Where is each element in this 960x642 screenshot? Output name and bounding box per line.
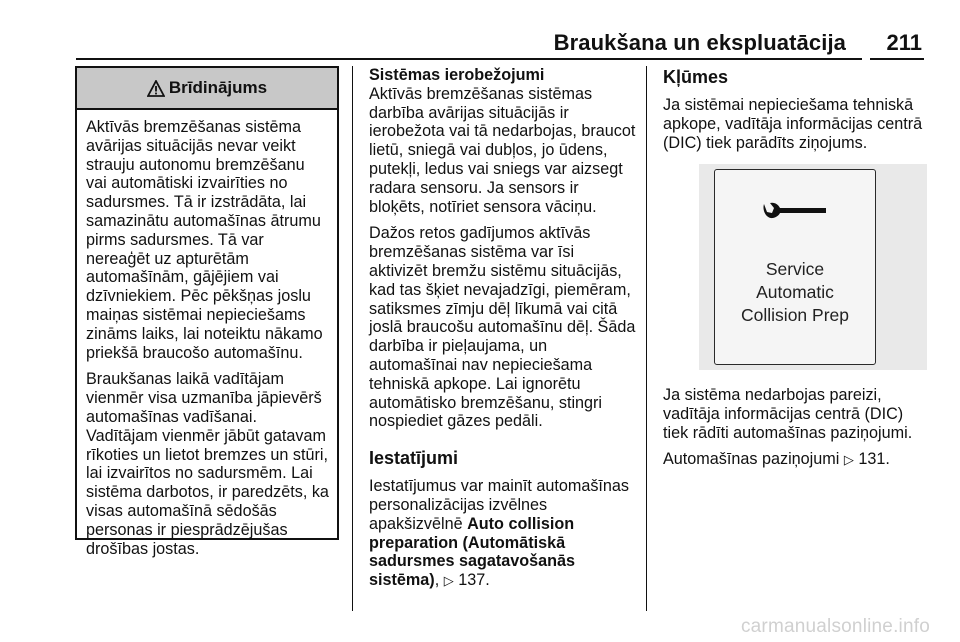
warning-paragraph: Braukšanas laikā vadītājam vienmēr visa uzmanība jāpievērš automašīnas vadīšanai. Vadītājam vienmēr jābūt gatavam rīkoties un lietot bremzes un stūri, lai izvairītos no sadursmēm. Lai sistēma darbotos, ir paredzēts, ka visas automašīnā sēdošās personas ir piesprādzējušas drošības jostas. (86, 370, 329, 558)
wrench-icon (760, 198, 830, 228)
errors-paragraph: Ja sistēma nedarbojas pareizi, vadītāja informācijas centrā (DIC) tiek rādīti automašīnas paziņojumi. (663, 386, 913, 442)
errors-paragraph: Ja sistēmai nepieciešama tehniskā apkope, vadītāja informācijas centrā (DIC) tiek parādīts ziņojums. (663, 96, 923, 152)
errors-heading: Kļūmes (663, 67, 729, 87)
warning-box (75, 66, 339, 558)
dic-screen (714, 169, 876, 365)
dic-display-illustration (699, 164, 927, 370)
page-number: 211 (886, 30, 922, 55)
warning-triangle-icon (147, 80, 165, 97)
warning-paragraph: Aktīvās bremzēšanas sistēma avārijas situācijās nevar veikt strauju autonomu bremzēšanu vai automātiski izvairīties no sadursmes. Tā ir izstrādāta, lai samazinātu automašīnas ātrumu pirms sadursmes. Tā var nereaģēt uz apturētām automašīnām, gājējiem vai dzīvniekiem. Pēc pēkšņas joslu maiņas sistēmai nepieciešams zināms laiks, lai noteiktu nākamo priekšā braucošo automašīnu. (86, 118, 323, 362)
page-ref-icon: ▷ (843, 452, 854, 468)
right-column (663, 66, 929, 160)
column-divider (646, 66, 647, 611)
middle-column (369, 66, 637, 599)
notices-reference: Automašīnas paziņojumi ▷ 131. (663, 450, 890, 469)
warning-title: Brīdinājums (168, 78, 268, 97)
warning-body (77, 110, 337, 558)
menu-name: Auto collision preparation (Automātiskā sadursmes sagatavošanās sistēma) (369, 514, 576, 590)
settings-heading: Iestatījumi (369, 448, 459, 469)
page-ref: 137 (458, 571, 486, 590)
watermark: carmanualsonline.info (740, 616, 930, 637)
page-ref: 131 (858, 450, 886, 469)
settings-paragraph: Iestatījumus var mainīt automašīnas personalizācijas izvēlnes apakšizvēlnē Auto collision preparation (Automātiskā sadursmes sagatavošanās sistēma), ▷ 137. (369, 477, 630, 590)
warning-header (77, 68, 337, 110)
right-column-lower (663, 386, 929, 478)
limits-paragraph: Dažos retos gadījumos aktīvās bremzēšanas sistēma var īsi aktivizēt bremžu sistēmu situācijās, kad tas šķiet nevajadzīgi, piemēram, satiksmes zīmju dēļ līkumā vai citā joslā braucošu automašīnu dēļ. Šāda darbība ir pieļaujama, un automašīnai nav nepieciešama tehniskā apkope. Lai ignorētu automātisko bremzēšanu, stingri nospiediet gāzes pedāli. (369, 224, 636, 431)
page-header (0, 0, 960, 62)
dic-line: Collision Prep (741, 305, 849, 325)
column-divider (352, 66, 353, 611)
page-ref-icon: ▷ (443, 573, 454, 589)
dic-line: Automatic (756, 282, 834, 302)
dic-line: Service (765, 259, 825, 279)
chapter-title: Braukšana un ekspluatācija (553, 30, 846, 55)
limits-heading: Sistēmas ierobežojumi (369, 66, 545, 84)
header-rule (76, 58, 924, 60)
limits-paragraph: Aktīvās bremzēšanas sistēmas darbība avārijas situācijās ir ierobežota vai tā nedarbojas, braucot lietū, sniegā vai dubļos, jo ūdens, putekļi, ledus vai sniegs var aizsegt radara sensoru. Ja sensors ir bloķēts, notīriet sensora vāciņu. (369, 84, 636, 216)
